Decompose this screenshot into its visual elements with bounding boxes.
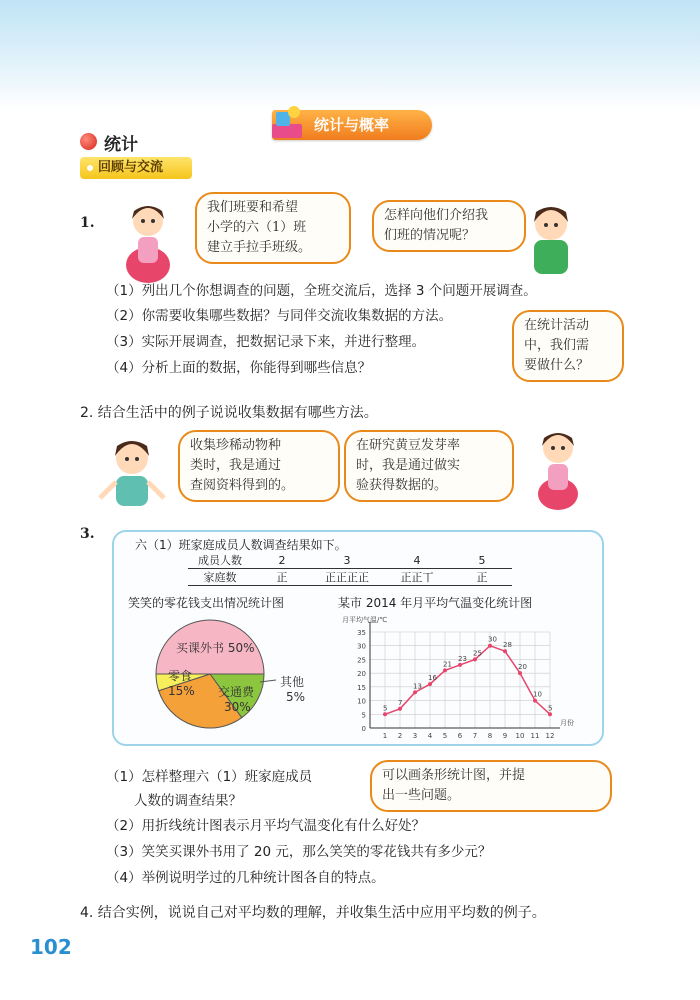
boy-illustration	[520, 198, 582, 282]
data-label: 16	[428, 674, 437, 683]
data-label: 10	[533, 690, 542, 699]
pie-label: 零食	[168, 669, 193, 683]
header-band	[0, 0, 700, 110]
girl-speech-bubble	[195, 192, 351, 264]
data-point	[413, 690, 417, 694]
bubble-line: 要做什么？	[524, 358, 590, 373]
data-point	[398, 707, 402, 711]
data-label: 28	[503, 641, 512, 650]
boy-speech-bubble	[372, 200, 526, 252]
question-3-number: 3.	[80, 526, 95, 542]
q1-item-2: （2）你需要收集哪些数据？与同伴交流收集数据的方法。	[106, 308, 453, 324]
girl2-illustration	[528, 420, 590, 512]
data-label: 30	[488, 635, 497, 644]
bubble-line: 时，我是通过做实	[356, 458, 461, 473]
x-tick-label: 2	[397, 732, 403, 740]
data-point	[518, 671, 522, 675]
bubble-line: 小学的六（1）班	[207, 220, 307, 235]
question-4: 4. 结合实例，说说自己对平均数的理解，并收集生活中应用平均数的例子。	[80, 905, 546, 921]
y-tick-label: 20	[357, 670, 366, 679]
pie-chart	[150, 612, 330, 732]
hint-bubble	[370, 760, 612, 812]
y-tick-label: 5	[361, 711, 366, 720]
table-cell: 正	[252, 569, 312, 586]
x-tick-label: 6	[457, 732, 463, 740]
data-label: 25	[473, 649, 482, 658]
data-label: 23	[458, 654, 467, 663]
x-tick-label: 7	[472, 732, 478, 740]
x-tick-label: 5	[442, 732, 448, 740]
q3-item-1: （1）怎样整理六（1）班家庭成员	[106, 769, 313, 785]
toy-blocks-icon	[268, 104, 306, 142]
temperature-line	[385, 646, 553, 715]
data-point	[488, 644, 492, 648]
data-point	[428, 682, 432, 686]
side-question-bubble	[512, 310, 624, 382]
q3-item-4: （4）举例说明学过的几种统计图各自的特点。	[106, 870, 385, 886]
table-row-label: 家庭数	[188, 569, 252, 586]
bubble-line: 怎样向他们介绍我	[384, 208, 489, 223]
data-label: 21	[443, 660, 452, 669]
girl-illustration	[118, 195, 180, 285]
boy2-illustration	[96, 432, 168, 514]
pie-label: 5%	[286, 690, 306, 704]
y-tick-label: 35	[357, 629, 366, 637]
data-point	[443, 668, 447, 672]
section-bullet-icon	[80, 133, 97, 150]
bubble-line: 出一些问题。	[382, 788, 461, 803]
data-point	[458, 663, 462, 667]
data-label: 5	[548, 704, 553, 713]
collect-data-bubble-right	[344, 430, 514, 502]
data-label: 20	[518, 663, 527, 672]
table-header: 5	[452, 552, 512, 569]
data-point	[473, 657, 477, 661]
pie-label: 15%	[168, 684, 195, 698]
bubble-line: 验获得数据的。	[356, 478, 448, 493]
table-cell: 正正正正	[312, 569, 382, 586]
x-tick-label: 10	[515, 732, 525, 740]
q3-item-2: （2）用折线统计图表示月平均气温变化有什么好处？	[106, 818, 426, 834]
data-point	[383, 712, 387, 716]
table-cell: 正	[452, 569, 512, 586]
x-tick-label: 4	[427, 732, 433, 740]
pie-label: 30%	[224, 700, 251, 714]
bubble-line: 收集珍稀动物种	[190, 438, 282, 453]
x-tick-label: 12	[545, 732, 555, 740]
y-tick-label: 25	[357, 656, 366, 665]
data-point	[548, 712, 552, 716]
line-chart-title: 某市 2014 年月平均气温变化统计图	[338, 596, 533, 610]
bubble-line: 建立手拉手班级。	[207, 240, 312, 255]
bubble-line: 在统计活动	[524, 318, 590, 333]
line-chart	[336, 612, 586, 740]
data-point	[503, 649, 507, 653]
table-title: 六（1）班家庭成员人数调查结果如下。	[135, 538, 347, 552]
bubble-line: 在研究黄豆发芽率	[356, 438, 461, 453]
bubble-line: 类时，我是通过	[190, 458, 282, 473]
x-tick-label: 9	[502, 732, 508, 740]
question-1-number: 1.	[80, 215, 95, 231]
page-number: 102	[30, 935, 72, 959]
pie-label: 买课外书 50%	[176, 641, 255, 655]
question-2: 2. 结合生活中的例子说说收集数据有哪些方法。	[80, 405, 378, 421]
y-axis-label: 月平均气温/℃	[342, 616, 388, 624]
collect-data-bubble-left	[178, 430, 340, 502]
bubble-line: 我们班要和希望	[207, 200, 299, 215]
data-point	[533, 699, 537, 703]
data-label: 13	[413, 682, 422, 691]
x-tick-label: 1	[382, 732, 388, 740]
data-label: 7	[398, 698, 403, 707]
family-size-table	[188, 552, 512, 586]
y-tick-label: 0	[361, 725, 366, 733]
x-axis-label: 月份	[560, 719, 574, 727]
x-tick-label: 11	[530, 732, 540, 740]
y-tick-label: 15	[357, 683, 366, 692]
bubble-line: 中，我们需	[524, 338, 590, 353]
bubble-line: 们班的情况呢？	[384, 228, 476, 243]
q3-item-1-cont: 人数的调查结果？	[134, 793, 242, 809]
pie-chart-title: 笑笑的零花钱支出情况统计图	[128, 596, 285, 610]
pie-label: 其他	[280, 675, 305, 689]
section-title: 统计	[104, 135, 138, 155]
x-tick-label: 3	[412, 732, 418, 740]
y-tick-label: 10	[357, 697, 366, 706]
pie-label: 交通费	[218, 685, 255, 699]
bubble-line: 可以画条形统计图，并提	[382, 768, 526, 783]
y-tick-label: 30	[357, 642, 366, 651]
chapter-banner: 统计与概率	[272, 110, 432, 140]
x-tick-label: 8	[487, 732, 493, 740]
review-tag: 回顾与交流	[80, 157, 192, 179]
data-label: 5	[383, 704, 388, 713]
table-header: 2	[252, 552, 312, 569]
q1-item-4: （4）分析上面的数据，你能得到哪些信息？	[106, 360, 372, 376]
table-cell: 正正丅	[382, 569, 452, 586]
q3-item-3: （3）笑笑买课外书用了 20 元，那么笑笑的零花钱共有多少元？	[106, 844, 492, 860]
q1-item-3: （3）实际开展调查，把数据记录下来，并进行整理。	[106, 334, 426, 350]
q1-item-1: （1）列出几个你想调查的问题，全班交流后，选择 3 个问题开展调查。	[106, 283, 537, 299]
table-header: 3	[312, 552, 382, 569]
table-header: 4	[382, 552, 452, 569]
table-header: 成员人数	[188, 552, 252, 569]
bubble-line: 查阅资料得到的。	[190, 478, 295, 493]
